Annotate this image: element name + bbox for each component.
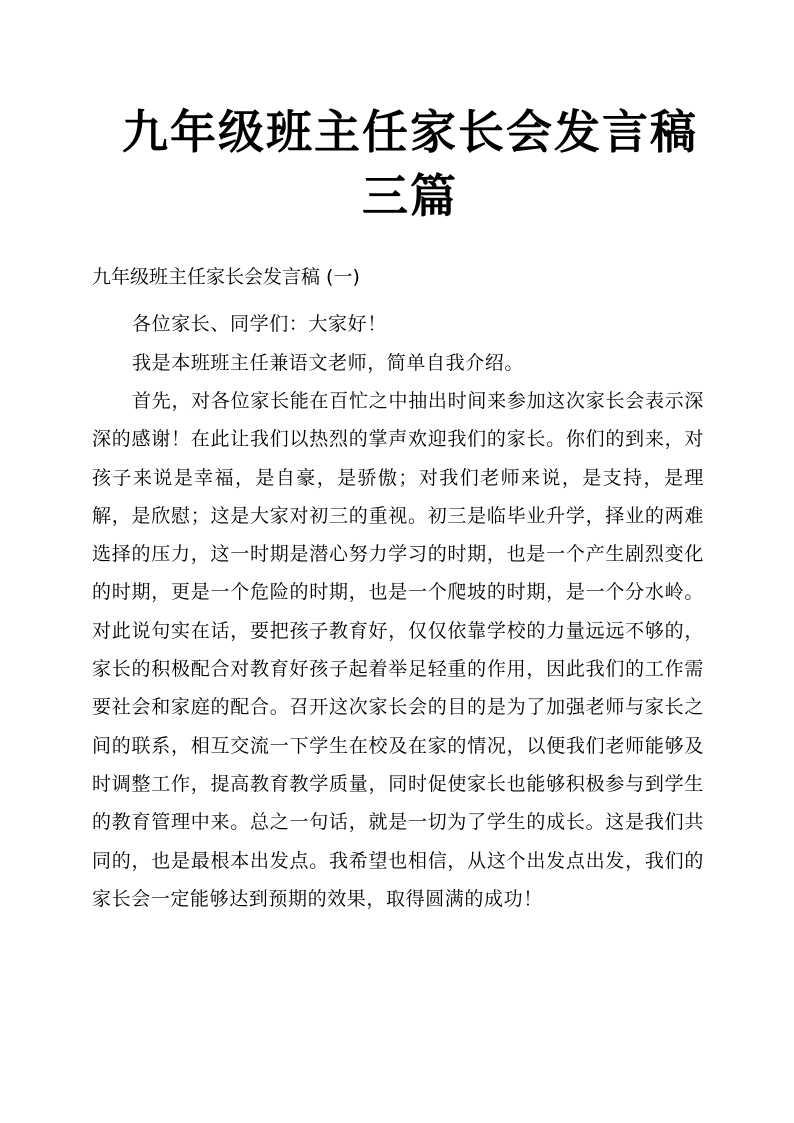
title-line-2: 三篇 xyxy=(362,169,458,223)
paragraph-body: 首先，对各位家长能在百忙之中抽出时间来参加这次家长会表示深深的感谢！在此让我们以热烈的掌声欢迎我们的家长。你们的到来，对孩子来说是幸福，是自豪，是骄傲；对我们老师来说，是支持，是理解，是欣慰；这是大家对初三的重视。初三是临毕业升学，择业的两难选择的压力，这一时期是潜心努力学习的时期，也是一个产生剧烈变化的时期，更是一个危险的时期，也是一个爬坡的时期，是一个分水岭。对此说句实在话，要把孩子教育好，仅仅依靠学校的力量远远不够的，家长的积极配合对教育好孩子起着举足轻重的作用，因此我们的工作需要社会和家庭的配合。召开这次家长会的目的是为了加强老师与家长之间的联系，相互交流一下学生在校及在家的情况，以便我们老师能够及时调整工作，提高教育教学质量，同时促使家长也能够积极参与到学生的教育管理中来。总之一句话，就是一切为了学生的成长。这是我们共同的，也是最根本出发点。我希望也相信，从这个出发点出发，我们的家长会一定能够达到预期的效果，取得圆满的成功！ xyxy=(92,390,704,910)
paragraph-introduction: 我是本班班主任兼语文老师，简单自我介绍。 xyxy=(132,352,525,374)
document-title xyxy=(110,100,710,228)
title-line-1: 九年级班主任家长会发言稿 xyxy=(122,105,698,159)
section-heading: 九年级班主任家长会发言稿 (一) xyxy=(92,266,360,288)
paragraph-greeting: 各位家长、同学们：大家好！ xyxy=(132,313,387,335)
